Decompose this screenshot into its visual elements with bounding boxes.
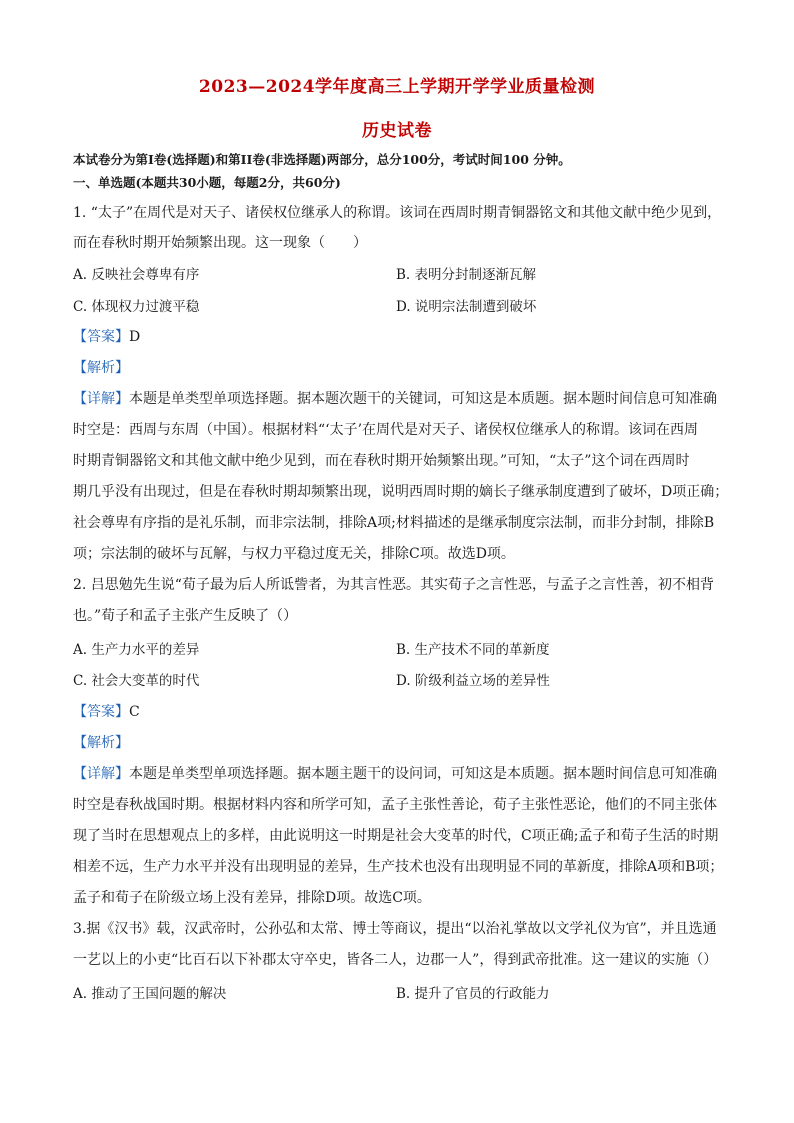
q1-detail-line-1 <box>73 388 733 408</box>
exam-title: 2023—2024学年度高三上学期开学学业质量检测 <box>198 77 596 97</box>
detail-tag: 【详解】 <box>73 391 129 407</box>
analysis-tag: 【解析】 <box>73 735 129 751</box>
q1-option-a: A. 反映社会尊卑有序 <box>73 267 200 283</box>
q1-analysis-tag <box>73 357 733 377</box>
section-heading: 一、单选题(本题共30小题，每题2分，共60分) <box>73 175 341 190</box>
q1-detail-line-4: 期几乎没有出现过，但是在春秋时期却频繁出现，说明西周时期的嫡长子继承制度遭到了破坏，D项正确； <box>73 484 729 500</box>
q2-analysis-tag <box>73 732 733 752</box>
q2-stem-line-2: 也。”荀子和孟子主张产生反映了（） <box>73 608 298 624</box>
q1-option-c: C. 体现权力过渡平稳 <box>73 299 200 315</box>
q2-option-b: B. 生产技术不同的革新度 <box>396 642 550 658</box>
analysis-tag: 【解析】 <box>73 360 129 376</box>
q2-detail-line-5: 孟子和荀子在阶级立场上没有差异，排除D项。故选C项。 <box>73 890 431 906</box>
answer-value: D <box>129 329 141 345</box>
answer-tag: 【答案】 <box>73 704 129 720</box>
q2-option-d: D. 阶级利益立场的差异性 <box>396 673 550 689</box>
exam-instructions: 本试卷分为第Ⅰ卷(选择题)和第II卷(非选择题)两部分，总分100分，考试时间100 分钟。 <box>73 152 571 167</box>
q2-detail-line-3: 现了当时在思想观点上的多样，由此说明这一时期是社会大变革的时代，C项正确;孟子和荀子生活的时期 <box>73 828 719 844</box>
q2-detail-line-2: 时空是春秋战国时期。根据材料内容和所学可知，孟子主张性善论，荀子主张性恶论，他们的不同主张体 <box>73 797 717 813</box>
q3-stem-line-1: 3.据《汉书》载，汉武帝时，公孙弘和太常、博士等商议，提出“以治礼掌故以文学礼仪为官”，并且选通 <box>73 921 717 937</box>
q1-detail-line-2: 时空是：西周与东周（中国）。根据材料“‘太子’在周代是对天子、诸侯权位继承人的称谓。该词在西周 <box>73 422 699 438</box>
q2-answer <box>73 701 733 721</box>
answer-tag: 【答案】 <box>73 329 129 345</box>
q1-option-b: B. 表明分封制逐渐瓦解 <box>396 267 537 283</box>
q2-stem-line-1: 2. 吕思勉先生说“荀子最为后人所诋訾者，为其言性恶。其实荀子之言性恶，与孟子之言性善，初不相背 <box>73 577 714 593</box>
q1-stem-line-2: 而在春秋时期开始频繁出现。这一现象（ ） <box>73 235 367 251</box>
q2-option-c: C. 社会大变革的时代 <box>73 673 200 689</box>
detail-tag: 【详解】 <box>73 766 129 782</box>
q1-detail-line-5: 社会尊卑有序指的是礼乐制，而非宗法制，排除A项;材料描述的是继承制度宗法制，而非分封制，排除B <box>73 515 715 531</box>
q1-detail-line-3: 时期青铜器铭文和其他文献中绝少见到，而在春秋时期开始频繁出现。”可知，“太子”这个词在西周时 <box>73 453 690 469</box>
q3-option-a: A. 推动了王国问题的解决 <box>73 986 227 1002</box>
q2-detail-line-4: 相差不远，生产力水平并没有出现明显的差异，生产技术也没有出现明显不同的革新度，排除A项和B项； <box>73 859 724 875</box>
answer-value: C <box>129 704 140 720</box>
q1-answer <box>73 326 733 346</box>
q1-stem-line-1: 1. “太子”在周代是对天子、诸侯权位继承人的称谓。该词在西周时期青铜器铭文和其他文献中绝少见到， <box>73 205 722 221</box>
q2-detail-line-1 <box>73 763 733 783</box>
detail-text: 本题是单类型单项选择题。据本题主题干的设问词，可知这是本质题。据本题时间信息可知准确 <box>129 766 717 782</box>
detail-text: 本题是单类型单项选择题。据本题次题干的关键词，可知这是本质题。据本题时间信息可知准确 <box>129 391 717 407</box>
q1-detail-line-6: 项；宗法制的破坏与瓦解，与权力平稳过度无关，排除C项。故选D项。 <box>73 546 515 562</box>
q1-option-d: D. 说明宗法制遭到破坏 <box>396 299 537 315</box>
q3-option-b: B. 提升了官员的行政能力 <box>396 986 550 1002</box>
exam-subtitle: 历史试卷 <box>362 121 432 141</box>
q2-option-a: A. 生产力水平的差异 <box>73 642 200 658</box>
q3-stem-line-2: 一艺以上的小吏“比百石以下补郡太守卒史，皆各二人，边郡一人”，得到武帝批准。这一建议的实施（） <box>73 952 718 968</box>
